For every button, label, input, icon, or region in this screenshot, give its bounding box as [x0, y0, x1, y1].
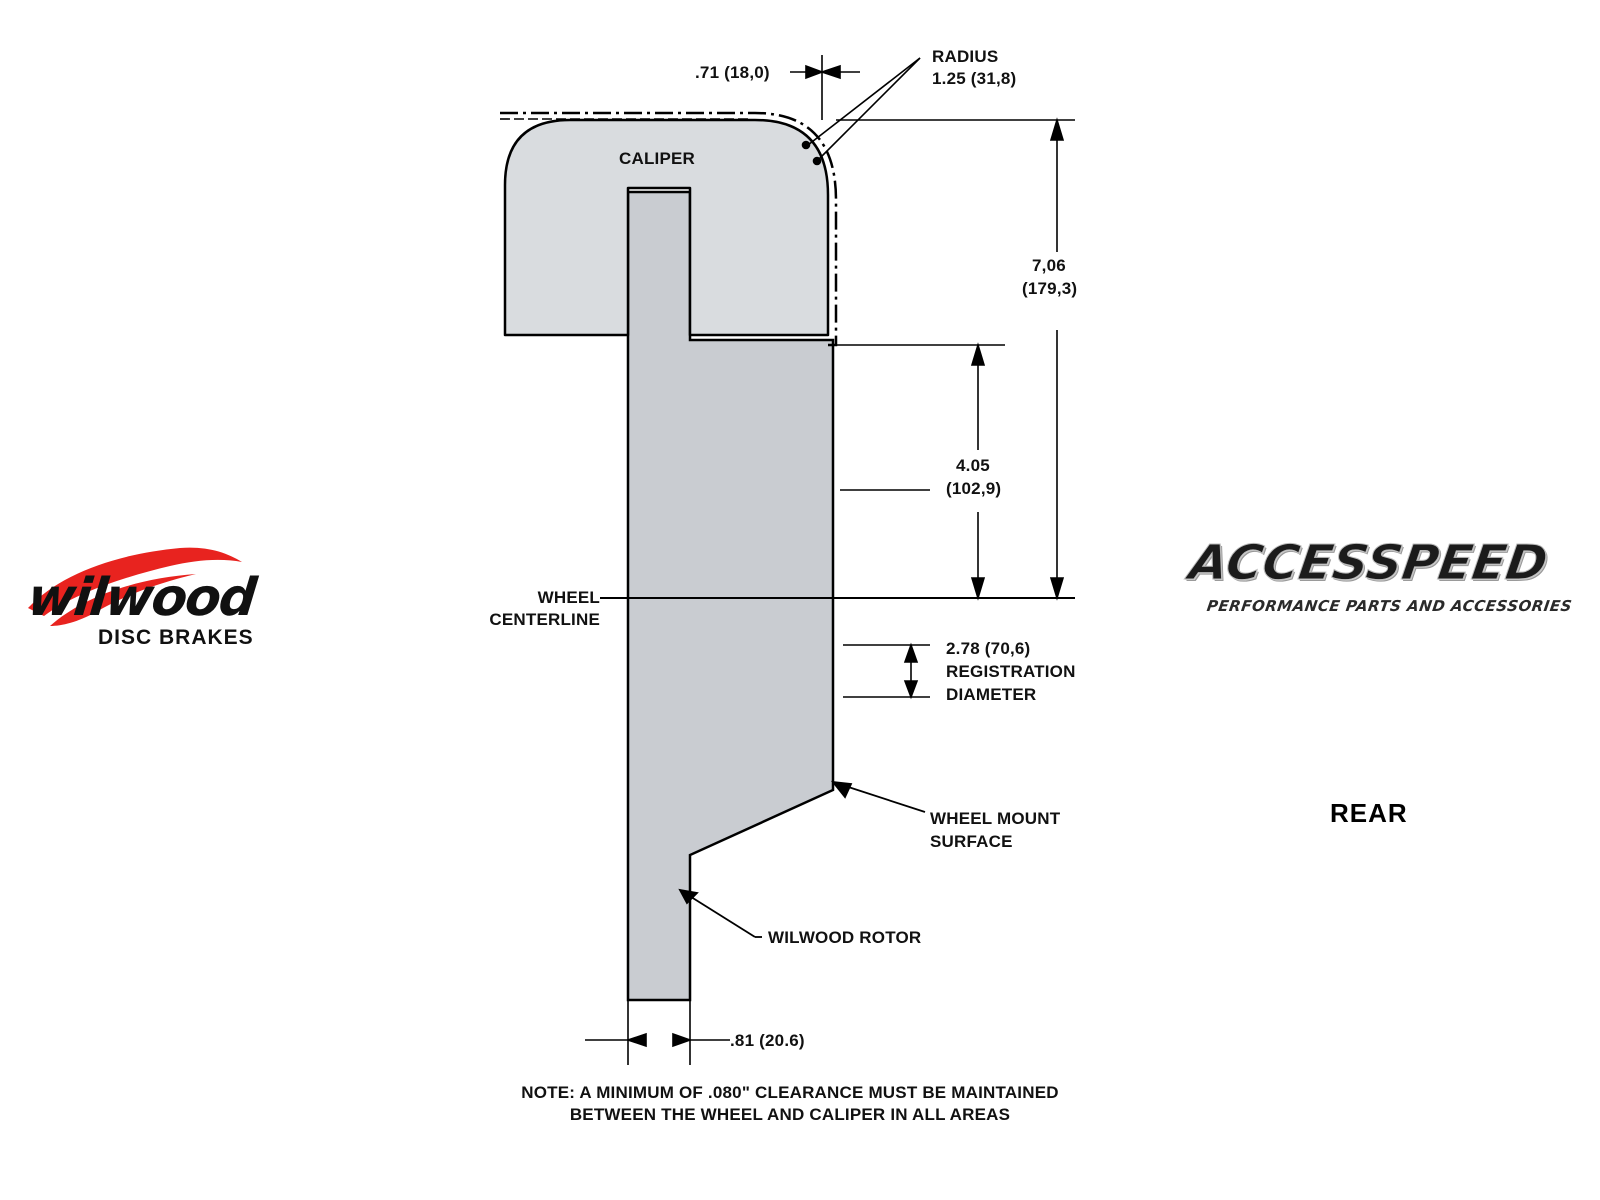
label-wheel-mount-1: WHEEL MOUNT	[930, 809, 1061, 828]
note-line-1: NOTE: A MINIMUM OF .080" CLEARANCE MUST BE MAINTAINED	[521, 1083, 1059, 1102]
view-label-rear: REAR	[1330, 798, 1408, 828]
label-registration-word: REGISTRATION	[946, 662, 1076, 681]
label-wilwood-rotor: WILWOOD ROTOR	[768, 928, 922, 947]
accesspeed-wordmark: ACCESSPEED	[1185, 535, 1552, 591]
label-wheel-centerline-1: WHEEL	[537, 588, 600, 607]
wilwood-tagline: DISC BRAKES	[98, 626, 254, 649]
label-radius-title: RADIUS	[932, 47, 999, 66]
label-wheel-mount-2: SURFACE	[930, 832, 1013, 851]
label-wheel-centerline-2: CENTERLINE	[489, 610, 600, 629]
dimension-overall-height	[1051, 120, 1063, 598]
label-dim405-metric: (102,9)	[946, 479, 1002, 498]
note-line-2: BETWEEN THE WHEEL AND CALIPER IN ALL AREAS	[569, 1105, 1011, 1124]
label-registration-diameter: DIAMETER	[946, 685, 1037, 704]
label-dim405-value: 4.05	[956, 456, 990, 475]
wilwood-logo	[20, 530, 340, 660]
dimension-offset-top	[790, 55, 860, 120]
label-overall-height-metric: (179,3)	[1022, 279, 1078, 298]
label-caliper: CALIPER	[619, 149, 696, 168]
dimension-registration-diameter	[843, 645, 930, 697]
label-registration-value: 2.78 (70,6)	[946, 639, 1031, 658]
wilwood-wordmark: wilwood	[24, 568, 258, 628]
leader-wheel-mount-surface	[833, 782, 925, 812]
label-offset-top: .71 (18,0)	[695, 63, 770, 82]
accesspeed-logo	[1185, 525, 1575, 645]
label-thickness: .81 (20.6)	[730, 1031, 805, 1050]
label-radius-value: 1.25 (31,8)	[932, 69, 1017, 88]
radius-leader	[803, 58, 921, 165]
extension-lines	[833, 120, 1078, 598]
dimension-thickness	[585, 1000, 730, 1065]
label-overall-height-value: 7,06	[1032, 256, 1066, 275]
leader-wilwood-rotor	[680, 890, 762, 937]
accesspeed-tagline: PERFORMANCE PARTS AND ACCESSORIES	[1205, 597, 1574, 615]
